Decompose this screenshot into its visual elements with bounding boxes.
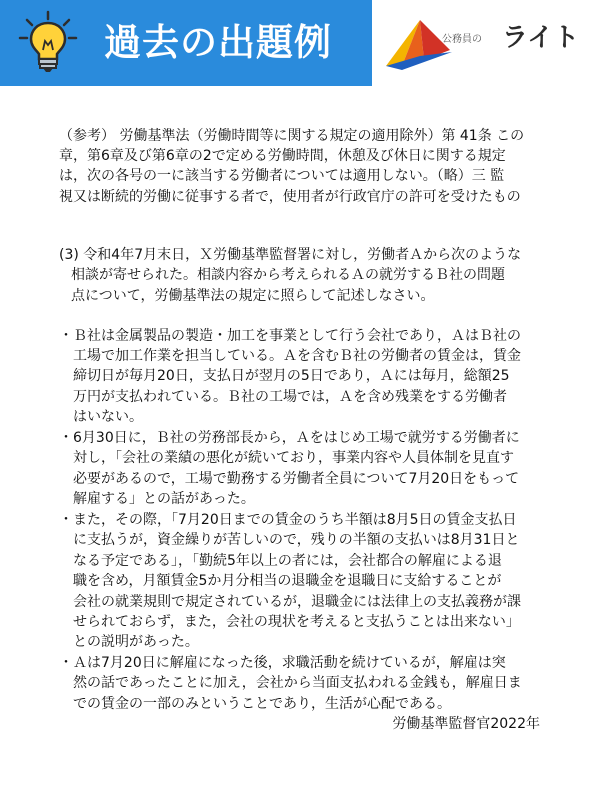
page-title: 過去の出題例 — [104, 21, 332, 64]
bullet-line: 対し，「会社の業績の悪化が続いており，事業内容や人員体制を見直す — [73, 450, 514, 466]
note-line: 章，第6章及び第6章の2で定める労働時間，休憩及び休日に関する規定 — [59, 148, 506, 164]
logo-subtitle: 公務員の — [442, 34, 482, 45]
note-line: は，次の各号の一に該当する労働者については適用しない。（略）三 監 — [59, 168, 505, 184]
bullet-line: に支払うが，資金繰りが苦しいので，残りの半額の支払いは8月31日と — [73, 532, 520, 548]
logo — [372, 0, 600, 86]
bullet-line: ・また，その際，「7月20日までの賃金のうち半額は8月5日の賃金支払日 — [59, 512, 517, 528]
note-line: 視又は断続的労働に従事する者で，使用者が行政官庁の許可を受けたもの — [59, 189, 521, 205]
bullet-line: なる予定である」，「勤続5年以上の者には，会社都合の解雇による退 — [73, 553, 502, 569]
bullet-line: ・6月30日に，Ｂ社の労務部長から，Ａをはじめ工場で就労する労働者に — [59, 430, 520, 446]
bullet-line: せられておらず，また，会社の現状を考えると支払うことは出来ない」 — [73, 614, 520, 630]
bullet-line: 職を含め，月額賃金5か月分相当の退職金を退職日に支給することが — [73, 573, 502, 589]
note-line: （参考） 労働基準法（労働時間等に関する規定の適用除外）第 41条 この — [59, 128, 525, 144]
bullet-line: 工場で加工作業を担当している。Ａを含むＢ社の労働者の賃金は，賃金 — [73, 348, 521, 364]
bullet-line: ・Ａは7月20日に解雇になった後，求職活動を続けているが，解雇は突 — [59, 655, 506, 671]
bullet-line: ・Ｂ社は金属製品の製造・加工を事業として行う会社であり，ＡはＢ社の — [59, 328, 521, 344]
bullet-line: 万円が支払われている。Ｂ社の工場では，Ａを含め残業をする労働者 — [73, 389, 507, 405]
question-line: 相談が寄せられた。相談内容から考えられるＡの就労するＢ社の問題 — [71, 267, 505, 283]
question-line: 点について，労働基準法の規定に照らして記述しなさい。 — [71, 288, 435, 304]
logo-name: ライト — [502, 23, 580, 53]
bullet-line: 締切日が毎月20日，支払日が翌月の5日であり，Ａには毎月，総額25 — [73, 368, 510, 384]
bullet-line: はいない。 — [73, 409, 143, 425]
bullet-line: での賃金の一部のみということであり，生活が心配である。 — [73, 696, 451, 712]
question-line: (3) 令和4年7月末日，Ｘ労働基準監督署に対し，労働者Ａから次のような — [59, 247, 522, 263]
bullet-line: 必要があるので，工場で勤務する労働者全員について7月20日をもって — [73, 471, 520, 487]
lightbulb-icon — [18, 10, 78, 74]
header-banner — [0, 0, 600, 86]
bullet-line: 解雇する」との話があった。 — [73, 491, 255, 507]
bullet-line: との説明があった。 — [73, 634, 199, 650]
source-label: 労働基準監督官2022年 — [392, 716, 540, 732]
content-area — [0, 86, 600, 800]
bullet-line: 会社の就業規則で規定されているが，退職金には法律上の支払義務が課 — [73, 594, 521, 610]
bullet-line: 然の話であったことに加え，会社から当面支払われる金銭も，解雇日ま — [73, 675, 522, 691]
